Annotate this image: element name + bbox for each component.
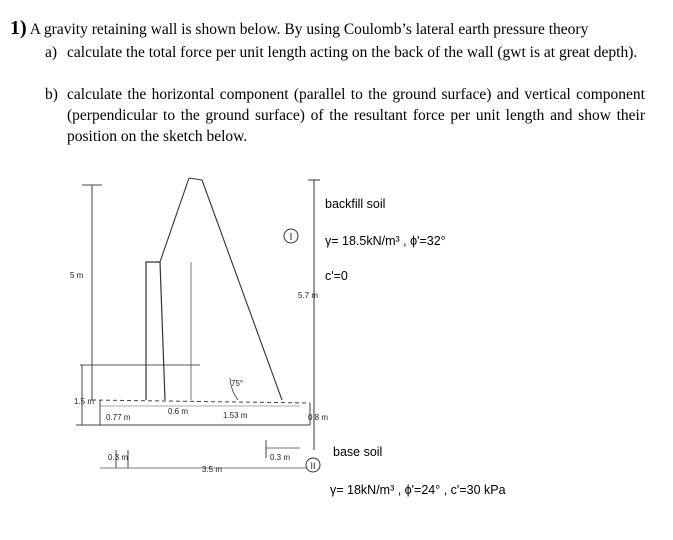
part-a-text: calculate the total force per unit length acting on the back of the wall (gwt is at great depth). [67,44,638,61]
backfill-title: backfill soil [325,197,386,211]
dim-back-height: 5.7 m [298,291,319,300]
base-title: base soil [333,445,383,459]
wall-front-face [146,262,165,400]
wall-crest [189,178,202,180]
question-number: 1) [10,17,27,39]
part-a-label: a) [45,44,58,61]
dim-total-height: 5 m [70,271,84,280]
backfill-cohesion: c'=0 [325,269,348,283]
dim-heel-slope: 1.53 m [223,411,248,420]
backfill-props: γ= 18.5kN/m³ , ϕ'=32° [325,234,446,248]
dim-base-width: 3.5 m [202,465,223,474]
base-top-line [92,400,310,403]
marker-top-text: I [289,232,293,243]
wall-back-face [202,180,282,400]
dim-heel-offset: 0.3 m [270,453,291,462]
dim-toe: 0.77 m [106,413,131,422]
dim-base-thick: 0.8 m [308,413,329,422]
part-b-text: calculate the horizontal component (parallel to the ground surface) and vertical component (perpendicular to the ground surface) of the resultant force per unit length and show their position on the sketch below. [67,86,645,145]
part-b-label: b) [45,86,58,103]
angle-label: 75° [231,379,244,388]
dim-stem-base: 0.6 m [168,407,189,416]
marker-bottom-text: II [310,461,316,471]
base-props: γ= 18kN/m³ , ϕ'=24° , c'=30 kPa [330,483,506,497]
wall-top-left [160,178,189,262]
question-intro: A gravity retaining wall is shown below. By using Coulomb’s lateral earth pressure theory [29,21,589,38]
dim-embed: 1.5 m [74,397,95,406]
dim-toe-offset: 0.3 m [108,453,129,462]
